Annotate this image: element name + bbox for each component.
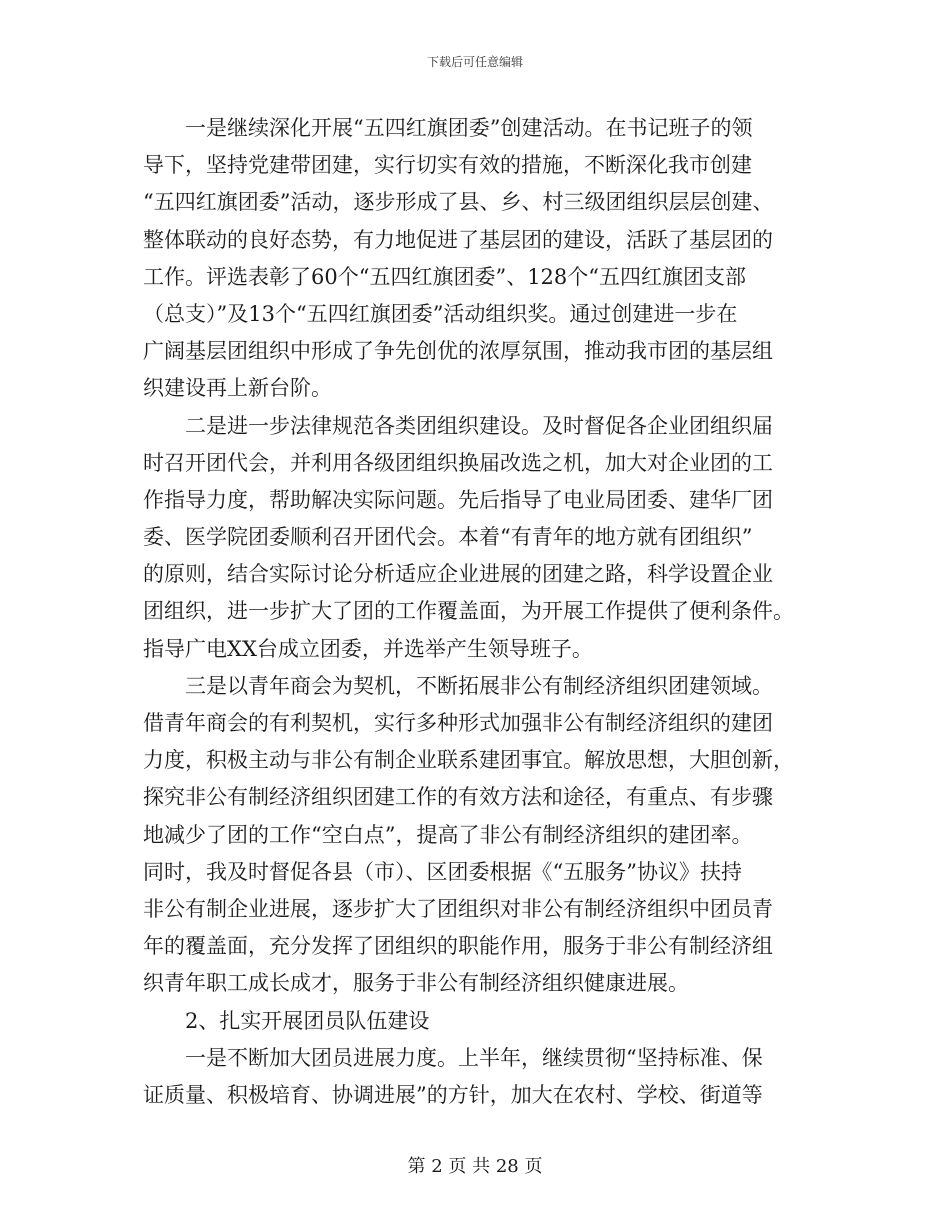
text-line: 三是以青年商会为契机，不断拓展非公有制经济组织团建领域。	[185, 673, 773, 698]
text-line: 证质量、积极培育、协调进展”的方针，加大在农村、学校、街道等	[143, 1082, 763, 1107]
text-line: 一是不断加大团员进展力度。上半年，继续贯彻“坚持标准、保	[185, 1045, 763, 1070]
text-line: 委、医学院团委顺利召开团代会。本着“有青年的地方就有团组织”	[143, 525, 753, 550]
text-line: 一是继续深化开展“五四红旗团委”创建活动。在书记班子的领	[185, 116, 753, 140]
text-line: 同时，我及时督促各县（市）、区团委根据《“五服务”协议》扶持	[143, 859, 742, 884]
document-body	[143, 110, 807, 1114]
text-line: 地减少了团的工作“空白点”，提高了非公有制经济组织的建团率。	[143, 822, 753, 847]
text-line: 探究非公有制经济组织团建工作的有效方法和途径，有重点、有步骤	[143, 785, 773, 810]
text-line: 借青年商会的有利契机，实行多种形式加强非公有制经济组织的建团	[143, 711, 773, 735]
page-footer: 第 2 页 共 28 页	[407, 1156, 543, 1177]
text-line: 织青年职工成长成才，服务于非公有制经济组织健康进展。	[143, 971, 689, 996]
text-line: 的原则，结合实际讨论分析适应企业进展的团建之路，科学设置企业	[143, 562, 773, 587]
text-line: 广阔基层团组织中形成了争先创优的浓厚氛围，推动我市团的基层组	[143, 339, 773, 364]
page-header: 下载后可任意编辑	[426, 55, 523, 69]
text-line: 团组织，进一步扩大了团的工作覆盖面，为开展工作提供了便利条件。	[143, 599, 794, 624]
text-line: 导下，坚持党建带团建，实行切实有效的措施，不断深化我市创建	[143, 153, 752, 178]
text-line: 时召开团代会，并利用各级团组织换届改选之机，加大对企业团的工	[143, 450, 773, 475]
text-line: 年的覆盖面，充分发挥了团组织的职能作用，服务于非公有制经济组	[143, 934, 773, 959]
text-line: 整体联动的良好态势，有力地促进了基层团的建设，活跃了基层团的	[143, 227, 773, 252]
text-line: 工作。评选表彰了60个“五四红旗团委”、128个“五四红旗团支部	[143, 264, 747, 289]
text-line: 织建设再上新台阶。	[143, 376, 332, 401]
text-line: 非公有制企业进展，逐步扩大了团组织对非公有制经济组织中团员青	[143, 896, 773, 921]
text-line: 二是进一步法律规范各类团组织建设。及时督促各企业团组织届	[185, 413, 773, 438]
text-line: “五四红旗团委”活动，逐步形成了县、乡、村三级团组织层层创建、	[143, 190, 774, 215]
section-heading: 2、扎实开展团员队伍建设	[185, 1008, 430, 1033]
text-line: （总支）”及13个“五四红旗团委”活动组织奖。通过创建进一步在	[143, 301, 738, 326]
text-line: 力度，积极主动与非公有制企业联系建团事宜。解放思想，大胆创新，	[143, 748, 794, 773]
text-line: 作指导力度，帮助解决实际问题。先后指导了电业局团委、建华厂团	[143, 487, 773, 512]
text-line: 指导广电XX台成立团委，并选举产生领导班子。	[143, 636, 593, 661]
